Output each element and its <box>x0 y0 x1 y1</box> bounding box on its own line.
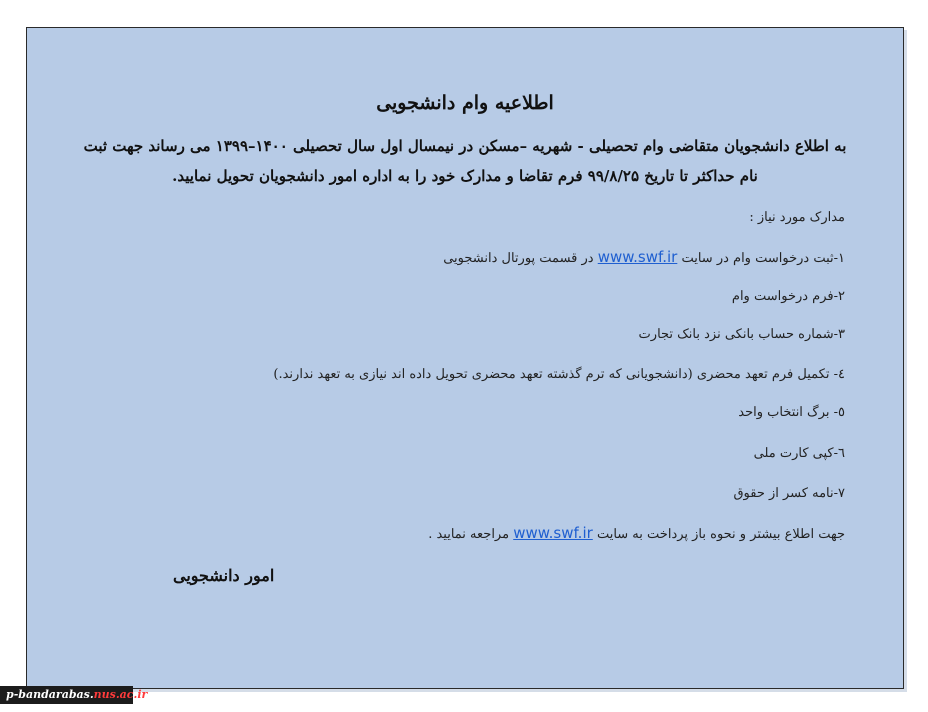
list-item-2: ۲-فرم درخواست وام <box>731 289 845 304</box>
list-item-7: ۷-نامه کسر از حقوق <box>733 486 845 501</box>
footer-text-after: مراجعه نمایید . <box>428 527 510 542</box>
item1-text-after: در قسمت پورتال دانشجویی <box>443 251 594 266</box>
notice-panel <box>26 27 904 689</box>
signature: امور دانشجویی <box>173 566 275 585</box>
watermark-domain: nus.ac.ir <box>93 688 148 701</box>
notice-intro: به اطلاع دانشجویان متقاضی وام تحصیلی - شهریه –مسکن در نیمسال اول سال تحصیلی ۱۴۰۰–۱۳۹۹ می رساند جهت ثبت نام حداکثر تا تاریخ ۹۹/۸/۲۵ فرم تقاضا و مدارک خود را به اداره امور دانشجویان تحویل نمایید. <box>83 137 847 185</box>
list-item-1 <box>443 248 845 266</box>
list-item-4: ٤- تکمیل فرم تعهد محضری (دانشجویانی که ترم گذشته تعهد محضری تحویل داده اند نیازی به تعهد ندارند.) <box>273 367 845 382</box>
footer-text-before: جهت اطلاع بیشتر و نحوه باز پرداخت به سایت <box>596 527 845 542</box>
list-item-5: ٥- برگ انتخاب واحد <box>738 405 845 420</box>
required-documents-heading: مدارک مورد نیاز : <box>749 210 845 225</box>
item1-text-before: ۱-ثبت درخواست وام در سایت <box>681 251 845 266</box>
swf-link-2[interactable]: www.swf.ir <box>513 524 593 542</box>
notice-title: اطلاعیه وام دانشجویی <box>376 92 554 114</box>
list-item-3: ۳-شماره حساب بانکی نزد بانک تجارت <box>638 327 845 342</box>
list-item-6: ٦-کپی کارت ملی <box>753 446 845 461</box>
footer-note <box>428 524 845 542</box>
site-watermark <box>0 686 148 704</box>
swf-link-1[interactable]: www.swf.ir <box>597 248 678 266</box>
watermark-prefix: p-bandarabas. <box>6 688 94 701</box>
